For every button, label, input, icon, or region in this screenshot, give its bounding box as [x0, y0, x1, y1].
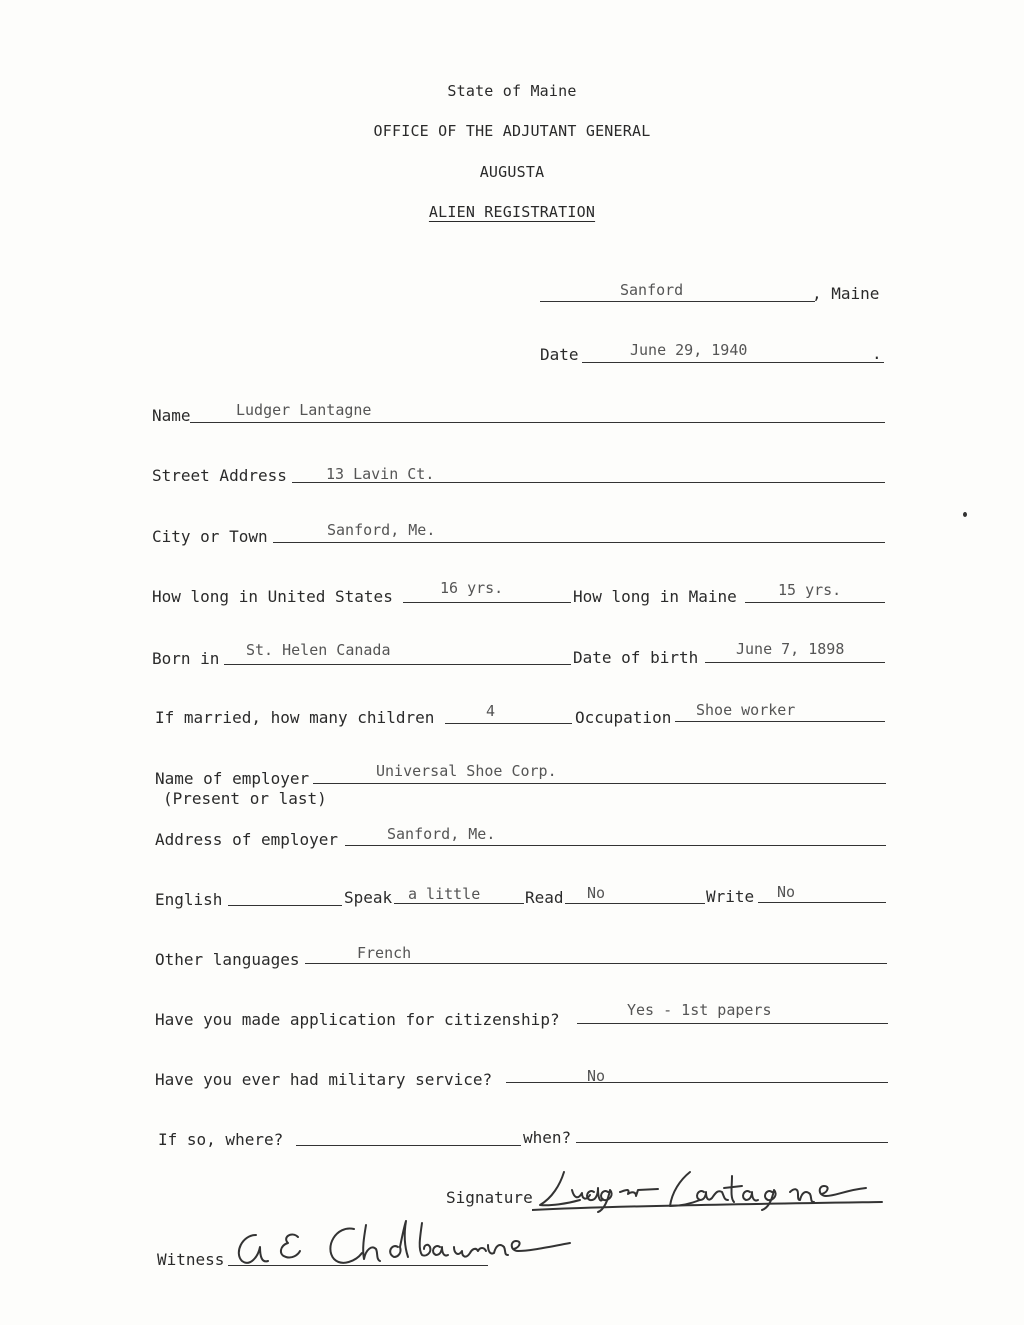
state-heading: State of Maine — [447, 82, 577, 100]
how-long-maine-value: 15 yrs. — [778, 581, 842, 599]
citizenship-line — [577, 1023, 888, 1024]
read-line — [565, 903, 705, 904]
born-in-label: Born in — [152, 649, 220, 668]
date-line — [582, 362, 884, 363]
date-value: June 29, 1940 — [630, 341, 748, 359]
other-languages-line — [305, 963, 887, 964]
city-line — [273, 542, 885, 543]
where-label: If so, where? — [158, 1130, 284, 1149]
occupation-label: Occupation — [575, 708, 672, 727]
how-long-us-label: How long in United States — [152, 587, 393, 606]
children-line — [445, 723, 572, 724]
occupation-value: Shoe worker — [696, 701, 796, 719]
dob-label: Date of birth — [573, 648, 699, 667]
occupation-line — [675, 721, 885, 722]
citizenship-label: Have you made application for citizenship? — [155, 1010, 560, 1029]
city-label: City or Town — [152, 527, 268, 546]
how-long-maine-label: How long in Maine — [573, 587, 737, 606]
street-value: 13 Lavin Ct. — [326, 465, 435, 483]
witness-handwriting — [226, 1215, 586, 1275]
read-label: Read — [525, 888, 564, 907]
employer-address-value: Sanford, Me. — [387, 825, 496, 843]
city-heading: AUGUSTA — [479, 163, 545, 181]
born-in-value: St. Helen Canada — [246, 641, 391, 659]
children-label: If married, how many children — [155, 708, 435, 727]
born-in-line — [224, 664, 571, 665]
city-value: Sanford, Me. — [327, 521, 436, 539]
date-end: . — [872, 344, 882, 363]
signature-handwriting — [532, 1160, 892, 1220]
where-line — [296, 1145, 521, 1146]
when-line — [576, 1142, 888, 1143]
dob-line — [705, 662, 885, 663]
other-languages-value: French — [357, 944, 412, 962]
citizenship-value: Yes - 1st papers — [627, 1001, 772, 1019]
when-label: when? — [523, 1128, 572, 1147]
how-long-maine-line — [745, 602, 885, 603]
place-line — [540, 301, 815, 302]
speak-label: Speak — [344, 888, 393, 907]
children-value: 4 — [486, 702, 496, 720]
signature-label: Signature — [446, 1188, 533, 1207]
form-title: ALIEN REGISTRATION — [428, 203, 596, 221]
speak-line — [394, 903, 524, 904]
read-value: No — [587, 884, 606, 902]
street-label: Street Address — [152, 466, 287, 485]
employer-line — [313, 783, 886, 784]
name-value: Ludger Lantagne — [236, 401, 372, 419]
other-languages-label: Other languages — [155, 950, 300, 969]
write-value: No — [777, 883, 796, 901]
military-value: No — [587, 1067, 606, 1085]
employer-address-label: Address of employer — [155, 830, 339, 849]
name-line — [190, 422, 885, 423]
write-label: Write — [706, 887, 755, 906]
speak-value: a little — [408, 885, 481, 903]
military-label: Have you ever had military service? — [155, 1070, 493, 1089]
employer-value: Universal Shoe Corp. — [376, 762, 557, 780]
write-line — [758, 902, 886, 903]
military-line — [506, 1082, 888, 1083]
how-long-us-value: 16 yrs. — [440, 579, 504, 597]
office-heading: OFFICE OF THE ADJUTANT GENERAL — [373, 122, 651, 140]
name-label: Name — [152, 406, 191, 425]
date-label: Date — [540, 345, 579, 364]
how-long-us-line — [403, 602, 571, 603]
english-label: English — [155, 890, 223, 909]
place-value: Sanford — [620, 281, 684, 299]
english-line — [228, 905, 342, 906]
dob-value: June 7, 1898 — [736, 640, 845, 658]
employer-address-line — [345, 845, 886, 846]
scan-speck — [963, 512, 967, 517]
employer-sublabel: (Present or last) — [163, 789, 327, 808]
employer-label: Name of employer — [155, 769, 310, 788]
place-suffix: , Maine — [812, 284, 880, 303]
witness-label: Witness — [157, 1250, 225, 1269]
